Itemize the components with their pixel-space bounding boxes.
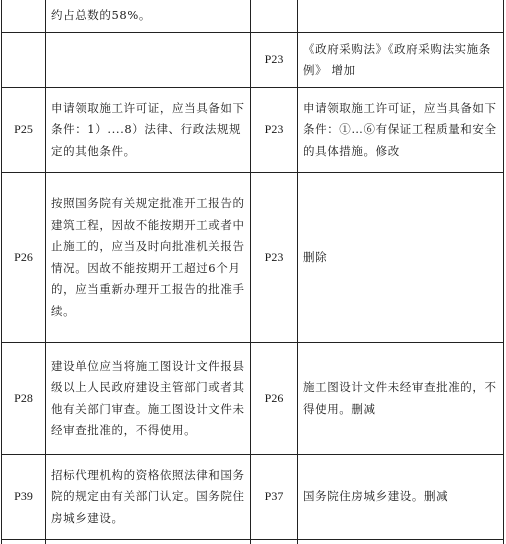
old-page-cell: P25 (1, 88, 45, 172)
table-row (1, 88, 504, 173)
new-text: 国务院住房城乡建设。删减 (303, 489, 449, 504)
old-page-cell: P39 (1, 455, 45, 539)
old-page-cell (1, 33, 45, 87)
old-text: 建设单位应当将施工图设计文件报县级以上人民政府建设主管部门或者其他有关部门审查。施工图设计文件未经审查批准的，不得使用。 (51, 358, 245, 437)
new-text-cell (297, 455, 504, 539)
old-text-cell (45, 540, 250, 544)
old-text-cell (45, 455, 250, 539)
old-text: 申请领取施工许可证，应当具备如下条件：1）....8）法律、行政法规规定的其他条件。 (51, 100, 245, 158)
new-page-cell: P26 (250, 343, 297, 454)
table-row (1, 173, 504, 343)
new-text: 施工图设计文件未经审查批准的，不得使用。删减 (303, 380, 497, 416)
table-row (1, 0, 504, 33)
new-page-cell (250, 540, 297, 544)
old-text-cell (45, 0, 250, 32)
table-row (1, 455, 504, 540)
table-row (1, 343, 504, 455)
new-text: 《政府采购法》《政府采购法实施条例》 增加 (303, 41, 491, 77)
new-page-cell: P23 (250, 33, 297, 87)
new-page-cell: P23 (250, 88, 297, 172)
old-text-cell (45, 343, 250, 454)
old-text-cell (45, 88, 250, 172)
new-text-cell (297, 0, 504, 32)
old-page-cell: P28 (1, 343, 45, 454)
table-row (1, 33, 504, 88)
old-text: 按照国务院有关规定批准开工报告的建筑工程，因故不能按期开工或者中止施工的，应当及时向批准机关报告情况。因故不能按期开工超过6个月的，应当重新办理开工报告的批准手续。 (51, 196, 245, 318)
new-page-cell: P23 (250, 173, 297, 342)
old-text-cell (45, 173, 250, 342)
new-text: 删除 (303, 249, 328, 264)
old-page-cell (1, 540, 45, 544)
old-text-cell (45, 33, 250, 87)
old-text: 约占总数的58%。 (51, 7, 151, 22)
new-text-cell (297, 88, 504, 172)
new-page-cell: P37 (250, 455, 297, 539)
old-page-cell: P26 (1, 173, 45, 342)
new-text-cell (297, 33, 504, 87)
new-text-cell (297, 343, 504, 454)
new-text: 申请领取施工许可证，应当具备如下条件：①…⑥有保证工程质量和安全的具体措施。修改 (303, 100, 497, 158)
new-text-cell (297, 173, 504, 342)
table-row (1, 540, 504, 544)
new-text-cell (297, 540, 504, 544)
old-text: 招标代理机构的资格依照法律和国务院的规定由有关部门认定。国务院住房城乡建设。 (51, 467, 245, 525)
new-page-cell (250, 0, 297, 32)
old-page-cell (1, 0, 45, 32)
